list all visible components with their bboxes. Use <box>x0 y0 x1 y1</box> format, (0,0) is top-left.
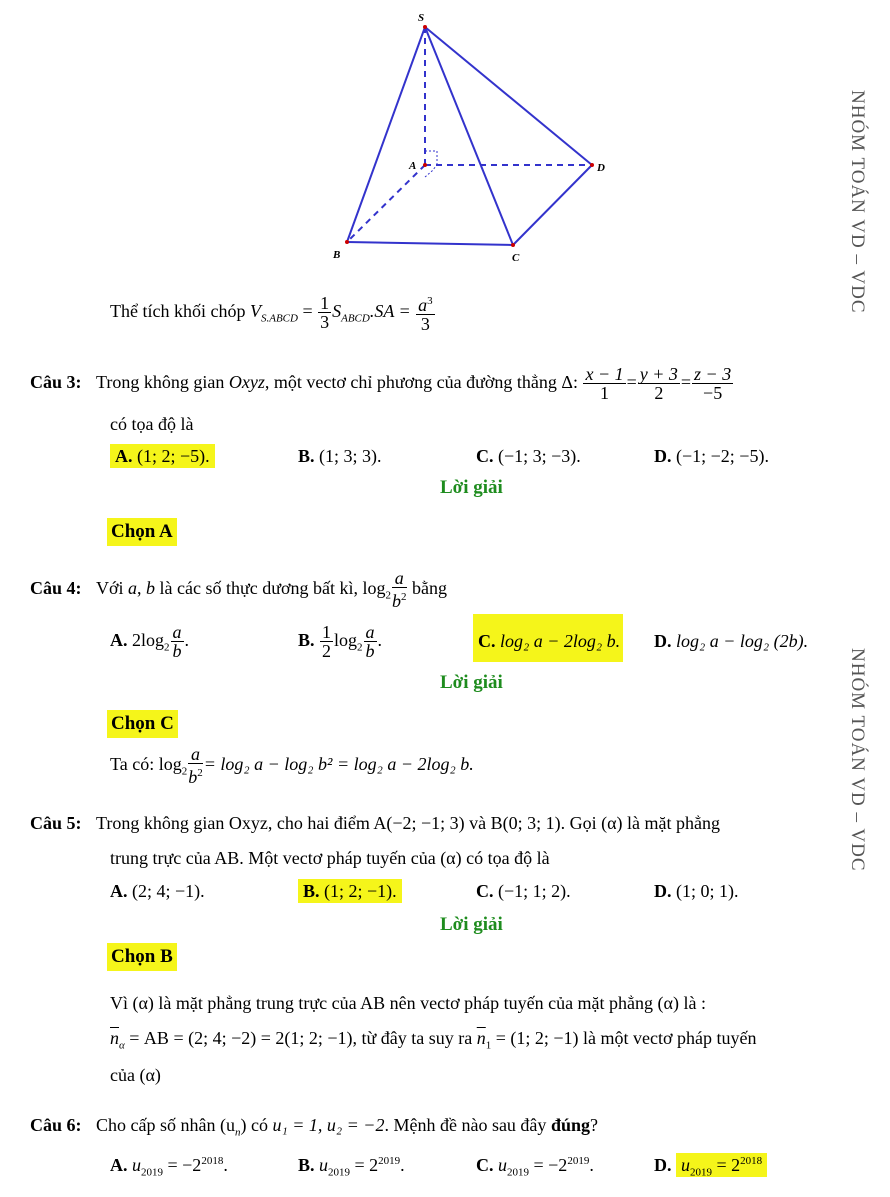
q5-option-a: A. (2; 4; −1). <box>110 881 205 901</box>
q4-loi-giai: Lời giải <box>440 672 503 693</box>
right-angle-mark <box>425 151 437 165</box>
point-s <box>423 25 427 29</box>
pyramid-figure <box>320 5 620 270</box>
q4-option-d: D. log₂ a − log₂ (2b). <box>654 631 809 651</box>
label-d: D <box>597 162 605 174</box>
point-d <box>590 163 594 167</box>
q5-option-c: C. (−1; 1; 2). <box>476 881 571 901</box>
q3-option-b: B. (1; 3; 3). <box>298 446 382 466</box>
edge-cd <box>513 165 592 245</box>
edge-sc <box>425 27 513 245</box>
q6-option-b: B. $u_{2019} = 2^{2019}$. <box>298 1155 405 1179</box>
edge-sb <box>347 27 425 242</box>
q6-stem: Câu 6: Cho cấp số nhân $(u_n)$ có u₁ = 1, u₂ = −2. Mệnh đề nào sau đây đúng? <box>30 1115 598 1139</box>
label-a: A <box>409 160 417 172</box>
label-c: C <box>512 252 520 264</box>
q3-answer: Chọn A <box>107 518 177 546</box>
point-c <box>511 243 515 247</box>
q3-label: Câu 3: <box>30 372 82 392</box>
q4-solution: Ta có: $\log_2$ $\frac{a}{b^2}$ = log₂ a − log₂ b² = log₂ a − 2log₂ b. <box>110 744 474 788</box>
side-watermark-top: NHÓM TOÁN VD – VDC <box>847 90 868 314</box>
q5-loi-giai: Lời giải <box>440 914 503 935</box>
point-b <box>345 240 349 244</box>
edge-bc <box>347 242 513 245</box>
q4-option-a: A. $2\log_2$ $\frac{a}{b}$ . <box>110 622 190 662</box>
q5-option-d: D. (1; 0; 1). <box>654 881 739 901</box>
q3-stem: Câu 3: Trong không gian Oxyz, một vectơ chỉ phương của đường thẳng Δ: $\frac{x - 1}{1}$ = $\frac{y + 3}{2}$ = $\frac{z - 3}{-5}$ <box>30 364 732 404</box>
volume-formula: Thể tích khối chóp $V_{S.ABCD}$ = $\frac{1}{3}$ $S_{ABCD}.SA$ = $\frac{a^3}{3}$ <box>110 293 433 335</box>
q3-option-a: A. (1; 2; −5). <box>110 445 215 467</box>
q4-answer: Chọn C <box>107 710 178 738</box>
q5-solution-line3: của (α) <box>110 1065 161 1085</box>
q6-option-a: A. $u_{2019} = -2^{2018}$. <box>110 1155 228 1179</box>
point-a <box>423 163 427 167</box>
q3-option-d: D. (−1; −2; −5). <box>654 446 769 466</box>
q4-option-b: B. $\frac{1}{2}$ $\log_2$ $\frac{a}{b}$ . <box>298 622 383 662</box>
q6-label: Câu 6: <box>30 1115 82 1135</box>
edge-ab <box>347 165 425 242</box>
q6-option-d: D. $u_{2019} = 2^{2018}$ <box>654 1150 767 1184</box>
side-watermark-bottom: NHÓM TOÁN VD – VDC <box>847 648 868 872</box>
q4-option-c: C. log₂ a − 2log₂ b. <box>478 631 621 651</box>
right-angle-mark-2 <box>425 165 437 177</box>
q6-option-c: C. $u_{2019} = -2^{2019}$. <box>476 1155 594 1179</box>
label-b: B <box>333 249 341 261</box>
q5-option-b: B. (1; 2; −1). <box>298 880 402 902</box>
q5-answer: Chọn B <box>107 943 177 971</box>
q5-stem-line2: trung trực của AB. Một vectơ pháp tuyến của (α) có tọa độ là <box>110 848 550 868</box>
label-s: S <box>418 12 425 24</box>
q3-stem-line2: có tọa độ là <box>110 414 194 434</box>
q4-stem: Câu 4: Với a, b là các số thực dương bất kì, $\log_2$ $\frac{a}{b^2}$ bằng <box>30 568 448 612</box>
q5-label: Câu 5: <box>30 813 82 833</box>
q5-stem: Câu 5: Trong không gian Oxyz, cho hai điểm A(−2; −1; 3) và B(0; 3; 1). Gọi (α) là mặt phẳng <box>30 813 720 833</box>
q5-solution-line2: $\overline{n}_\alpha$ = AB = (2; 4; −2) = 2(1; 2; −1), từ đây ta suy ra $\overline{n}_1 = (1$; 2; −1) là một vectơ pháp tuyến <box>110 1028 757 1052</box>
q4-label: Câu 4: <box>30 578 82 598</box>
q3-loi-giai: Lời giải <box>440 477 503 498</box>
q3-option-c: C. (−1; 3; −3). <box>476 446 581 466</box>
edge-sd <box>425 27 592 165</box>
q5-solution-line1: Vì (α) là mặt phẳng trung trực của AB nên vectơ pháp tuyến của mặt phẳng (α) là : <box>110 993 706 1013</box>
